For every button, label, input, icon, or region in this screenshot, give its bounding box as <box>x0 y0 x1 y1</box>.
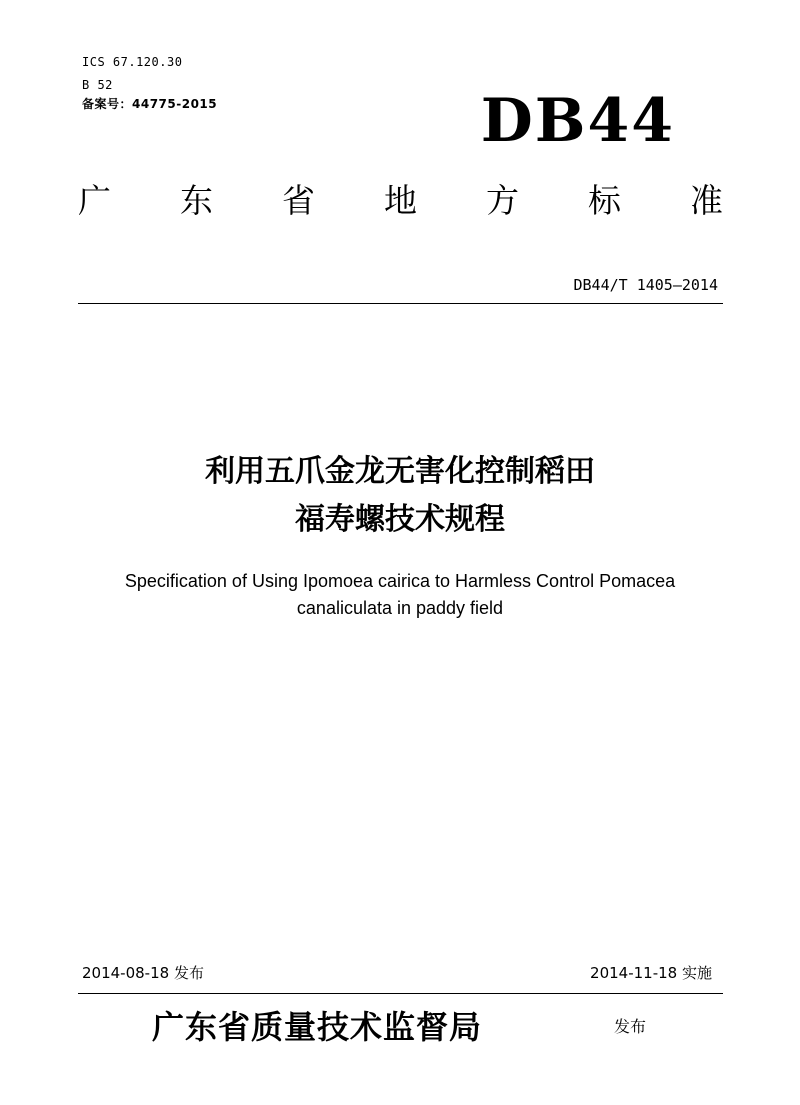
title-cn-line1: 利用五爪金龙无害化控制稻田 <box>205 454 595 489</box>
standard-category-char: 地 <box>384 181 417 220</box>
top-divider <box>78 303 723 304</box>
standard-category-char: 标 <box>588 181 621 220</box>
standard-category-char: 省 <box>282 181 315 220</box>
effective-date: 2014-11-18 实施 <box>590 964 712 982</box>
title-cn-line2: 福寿螺技术规程 <box>295 502 505 537</box>
record-number: 备案号：44775-2015 <box>82 97 218 111</box>
publish-date: 2014-08-18 发布 <box>82 964 204 982</box>
standard-category-char: 广 <box>78 181 111 220</box>
title-en-line1: Specification of Using Ipomoea cairica to Harmless Control Pomacea <box>124 571 676 591</box>
standard-category-char: 东 <box>180 181 213 220</box>
bottom-divider <box>78 993 723 994</box>
standard-category-char: 准 <box>690 181 723 220</box>
issuer-name: 广东省质量技术监督局 <box>152 1008 483 1046</box>
issuer-suffix: 发布 <box>614 1017 647 1036</box>
ics-code: ICS 67.120.30 <box>82 55 183 69</box>
standard-code-logo: DB44 <box>480 86 675 156</box>
standard-category-char: 方 <box>486 181 519 220</box>
standard-number: DB44/T 1405—2014 <box>573 276 718 294</box>
title-en-line2: canaliculata in paddy field <box>296 598 504 618</box>
classification-code: B 52 <box>82 78 113 92</box>
standard-category-title <box>78 178 723 224</box>
